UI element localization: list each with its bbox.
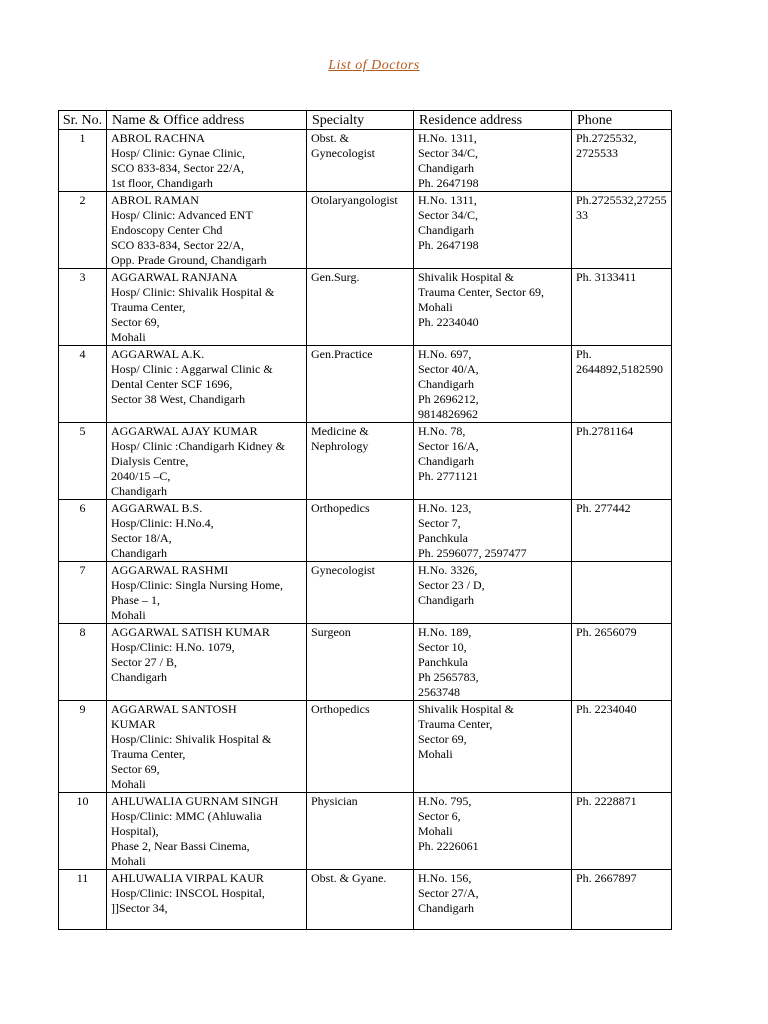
sr-cell: 1	[59, 130, 107, 192]
phone-cell: Ph. 2667897	[572, 870, 672, 930]
phone-cell: Ph. 2656079	[572, 624, 672, 701]
doctors-table	[58, 110, 672, 930]
phone-cell: Ph. 3133411	[572, 269, 672, 346]
residence-cell: H.No. 189, Sector 10, Panchkula Ph 2565783, 2563748	[414, 624, 572, 701]
residence-cell: H.No. 1311, Sector 34/C, Chandigarh Ph. 2647198	[414, 130, 572, 192]
header-name-office: Name & Office address	[107, 111, 307, 130]
phone-cell: Ph. 2644892,5182590	[572, 346, 672, 423]
phone-cell	[572, 562, 672, 624]
residence-cell: H.No. 1311, Sector 34/C, Chandigarh Ph. 2647198	[414, 192, 572, 269]
residence-cell: H.No. 156, Sector 27/A, Chandigarh	[414, 870, 572, 930]
header-phone: Phone	[572, 111, 672, 130]
sr-cell: 8	[59, 624, 107, 701]
name-office-cell: AGGARWAL SANTOSH KUMAR Hosp/Clinic: Shivalik Hospital & Trauma Center, Sector 69, Mohali	[107, 701, 307, 793]
sr-cell: 11	[59, 870, 107, 930]
specialty-cell: Obst. & Gyane.	[307, 870, 414, 930]
table-row	[59, 346, 672, 423]
sr-cell: 4	[59, 346, 107, 423]
name-office-cell: AGGARWAL SATISH KUMAR Hosp/Clinic: H.No. 1079, Sector 27 / B, Chandigarh	[107, 624, 307, 701]
sr-cell: 3	[59, 269, 107, 346]
table-row	[59, 269, 672, 346]
residence-cell: Shivalik Hospital & Trauma Center, Sector 69, Mohali	[414, 701, 572, 793]
residence-cell: H.No. 3326, Sector 23 / D, Chandigarh	[414, 562, 572, 624]
table-row	[59, 500, 672, 562]
specialty-cell: Medicine & Nephrology	[307, 423, 414, 500]
specialty-cell: Obst. & Gynecologist	[307, 130, 414, 192]
sr-cell: 6	[59, 500, 107, 562]
header-specialty: Specialty	[307, 111, 414, 130]
table-row	[59, 624, 672, 701]
name-office-cell: AGGARWAL RANJANA Hosp/ Clinic: Shivalik Hospital & Trauma Center, Sector 69, Mohali	[107, 269, 307, 346]
phone-cell: Ph.2725532, 2725533	[572, 130, 672, 192]
table-header-row	[59, 111, 672, 130]
name-office-cell: AGGARWAL RASHMI Hosp/Clinic: Singla Nursing Home, Phase – 1, Mohali	[107, 562, 307, 624]
phone-cell: Ph. 277442	[572, 500, 672, 562]
phone-cell: Ph. 2228871	[572, 793, 672, 870]
phone-cell: Ph.2781164	[572, 423, 672, 500]
sr-cell: 2	[59, 192, 107, 269]
sr-cell: 10	[59, 793, 107, 870]
name-office-cell: AGGARWAL A.K. Hosp/ Clinic : Aggarwal Clinic & Dental Center SCF 1696, Sector 38 West, Chandigarh	[107, 346, 307, 423]
residence-cell: H.No. 697, Sector 40/A, Chandigarh Ph 2696212, 9814826962	[414, 346, 572, 423]
residence-cell: H.No. 78, Sector 16/A, Chandigarh Ph. 2771121	[414, 423, 572, 500]
name-office-cell: ABROL RACHNA Hosp/ Clinic: Gynae Clinic, SCO 833-834, Sector 22/A, 1st floor, Chandigarh	[107, 130, 307, 192]
residence-cell: H.No. 123, Sector 7, Panchkula Ph. 2596077, 2597477	[414, 500, 572, 562]
table-row	[59, 793, 672, 870]
specialty-cell: Orthopedics	[307, 500, 414, 562]
page-title: List of Doctors	[328, 58, 420, 73]
sr-cell: 5	[59, 423, 107, 500]
specialty-cell: Gen.Practice	[307, 346, 414, 423]
specialty-cell: Surgeon	[307, 624, 414, 701]
name-office-cell: AGGARWAL AJAY KUMAR Hosp/ Clinic :Chandigarh Kidney & Dialysis Centre, 2040/15 –C, Chandigarh	[107, 423, 307, 500]
name-office-cell: AHLUWALIA VIRPAL KAUR Hosp/Clinic: INSCOL Hospital, ]]Sector 34,	[107, 870, 307, 930]
residence-cell: Shivalik Hospital & Trauma Center, Sector 69, Mohali Ph. 2234040	[414, 269, 572, 346]
residence-cell: H.No. 795, Sector 6, Mohali Ph. 2226061	[414, 793, 572, 870]
name-office-cell: AGGARWAL B.S. Hosp/Clinic: H.No.4, Sector 18/A, Chandigarh	[107, 500, 307, 562]
table-row	[59, 130, 672, 192]
specialty-cell: Gynecologist	[307, 562, 414, 624]
specialty-cell: Gen.Surg.	[307, 269, 414, 346]
sr-cell: 7	[59, 562, 107, 624]
phone-cell: Ph.2725532,2725533	[572, 192, 672, 269]
sr-cell: 9	[59, 701, 107, 793]
table-row	[59, 562, 672, 624]
name-office-cell: ABROL RAMAN Hosp/ Clinic: Advanced ENT Endoscopy Center Chd SCO 833-834, Sector 22/A, Opp. Prade Ground, Chandigarh	[107, 192, 307, 269]
table-row	[59, 701, 672, 793]
header-residence: Residence address	[414, 111, 572, 130]
phone-cell: Ph. 2234040	[572, 701, 672, 793]
specialty-cell: Physician	[307, 793, 414, 870]
header-sr-no: Sr. No.	[59, 111, 107, 130]
specialty-cell: Otolaryangologist	[307, 192, 414, 269]
table-row	[59, 423, 672, 500]
name-office-cell: AHLUWALIA GURNAM SINGH Hosp/Clinic: MMC (Ahluwalia Hospital), Phase 2, Near Bassi Cinema, Mohali	[107, 793, 307, 870]
table-row	[59, 192, 672, 269]
specialty-cell: Orthopedics	[307, 701, 414, 793]
table-row	[59, 870, 672, 930]
